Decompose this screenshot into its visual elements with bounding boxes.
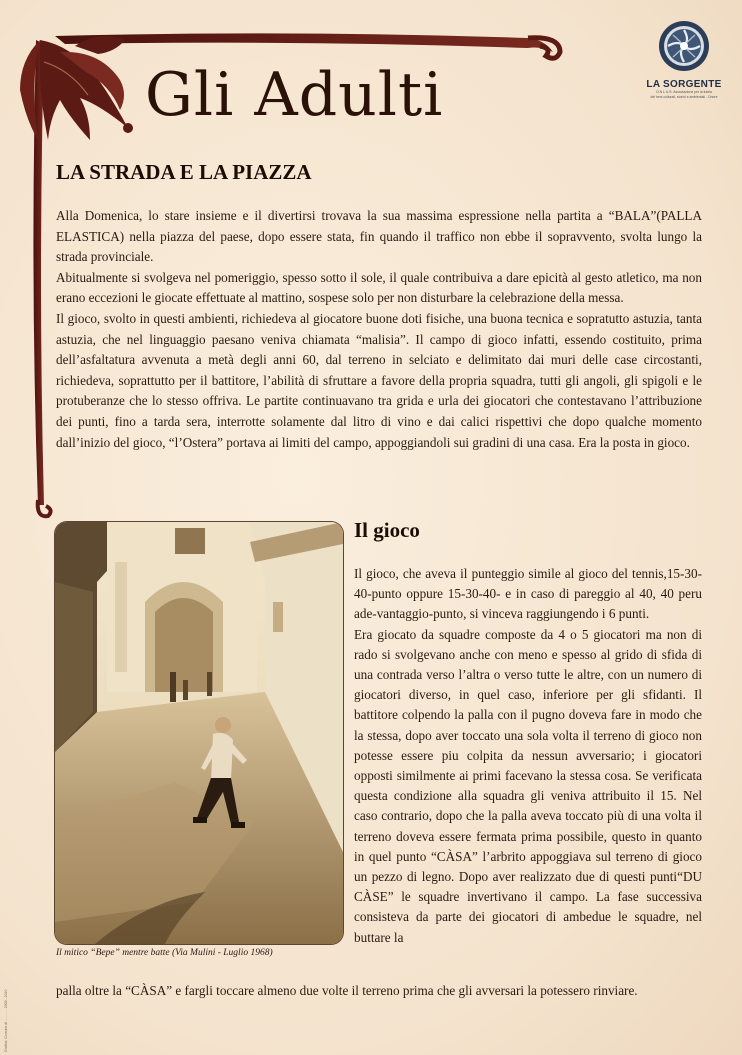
game-paragraph-end: palla oltre la “CÀSA” e fargli toccare almeno due volte il terreno prima che gli avversari la potessero rinviare. (56, 983, 638, 998)
intro-paragraph: Il gioco, svolto in questi ambienti, richiedeva al giocatore buone doti fisiche, una buona tecnica e sopratutto astuzia, tanta astuzia, che nel linguaggio paesano veniva chiamata “malisia”. Il campo di gioco infatti, essendo costituito, prima dell’asfaltatura avvenuta a metà degli anni 60, dal terreno in selciato e delimitato dai muri delle case circostanti, richiedeva, soprattutto per il battitore, l’abilità di sfruttare a favore della propria squadra, tutti gli angoli, gli spigoli e le protuberanze che lo stesso offriva. Le partite continuavano tra grida e urla dei giocatori che contestavano l’attribuzione dei punti, fino a tarda sera, interrotte solamente dal litro di vino e dai calici rispettivi che dopo qualche momento dall’inizio del gioco, “l’Ostera” portava ai limiti del campo, appoggiandoli sui gradini di una casa. Era la posta in gioco. (56, 310, 702, 450)
game-text (354, 564, 702, 948)
game-paragraph: Il gioco, che aveva il punteggio simile al gioco del tennis,15-30-40-punto oppure 15-30-40- e in caso di pareggio al 40, 40 peru ade-vantaggio-punto, si vinceva raggiungendo i 6 punti. (354, 566, 702, 622)
section-title: LA STRADA E LA PIAZZA (56, 160, 312, 184)
page-title: Gli Adulti (145, 60, 444, 130)
game-text-continuation (56, 981, 702, 1002)
game-paragraph: Era giocato da squadre composte da 4 o 5 giocatori ma non di rado si svolgevano anche con meno e spesso al grido di sfida di una contrada verso l’altra o verso tutte le altre, con un numero di giocatori diverso, in quel caso, inferiore per gli sfidanti. Il battitore colpendo la palla con il pugno doveva fare in modo che la stessa, dopo aver toccato una sola volta il terreno di gioco non potesse essere piu colpita da nessun avversario; i giocatori opposti similmente ai primi facevano la stessa cosa. Se verificata questa condizione alla squadra gli veniva attribuito il 15. Nel caso contrario, dopo che la palla aveva toccato più di una volta il terreno doveva essere fermata prima possibile, questo in quanto in quel punto “CÀSA” l’arbrito appoggiava sul terreno di gioco un pezzo di legno. Dopo aver realizzato due di questi punti“DU CÀSE” le squadre invertivano il campo. La fase successiva consisteva da parte dei giocatori di ambedue le squadre, nel buttare la (354, 626, 702, 945)
logo-name: LA SORGENTE (646, 79, 722, 90)
side-credit: Grafica: Comune di ............ 2008 - 2010 (4, 989, 8, 1052)
historic-photo (55, 522, 343, 944)
logo-subtitle-1: O.N.L.U.S. Associazione per la tutela (656, 90, 712, 94)
la-sorgente-logo-icon (658, 20, 710, 72)
photo-caption: Il mitico “Bepe” mentre batte (Via Mulini - Luglio 1968) (56, 948, 273, 958)
logo (634, 20, 734, 100)
intro-paragraph: Alla Domenica, lo stare insieme e il divertirsi trovava la sua massima espressione nella partita a “BALA”(PALLA ELASTICA) nella piazza del paese, dopo essere stata, fin quando il traffico non ebbe il sopravvento, svolta lungo la strada provinciale. (56, 208, 702, 265)
game-title: Il gioco (354, 518, 420, 542)
intro-text (56, 206, 702, 453)
intro-paragraph: Abitualmente si svolgeva nel pomeriggio, spesso sotto il sole, il quale contribuiva a dare epicità al gesto atletico, ma non erano eccezioni le giocate effettuate al mattino, sospese solo per non disturbare la celebrazione della messa. (56, 269, 702, 306)
logo-subtitle-2: del beni culturali, storici e ambientali - Onore (650, 95, 718, 99)
